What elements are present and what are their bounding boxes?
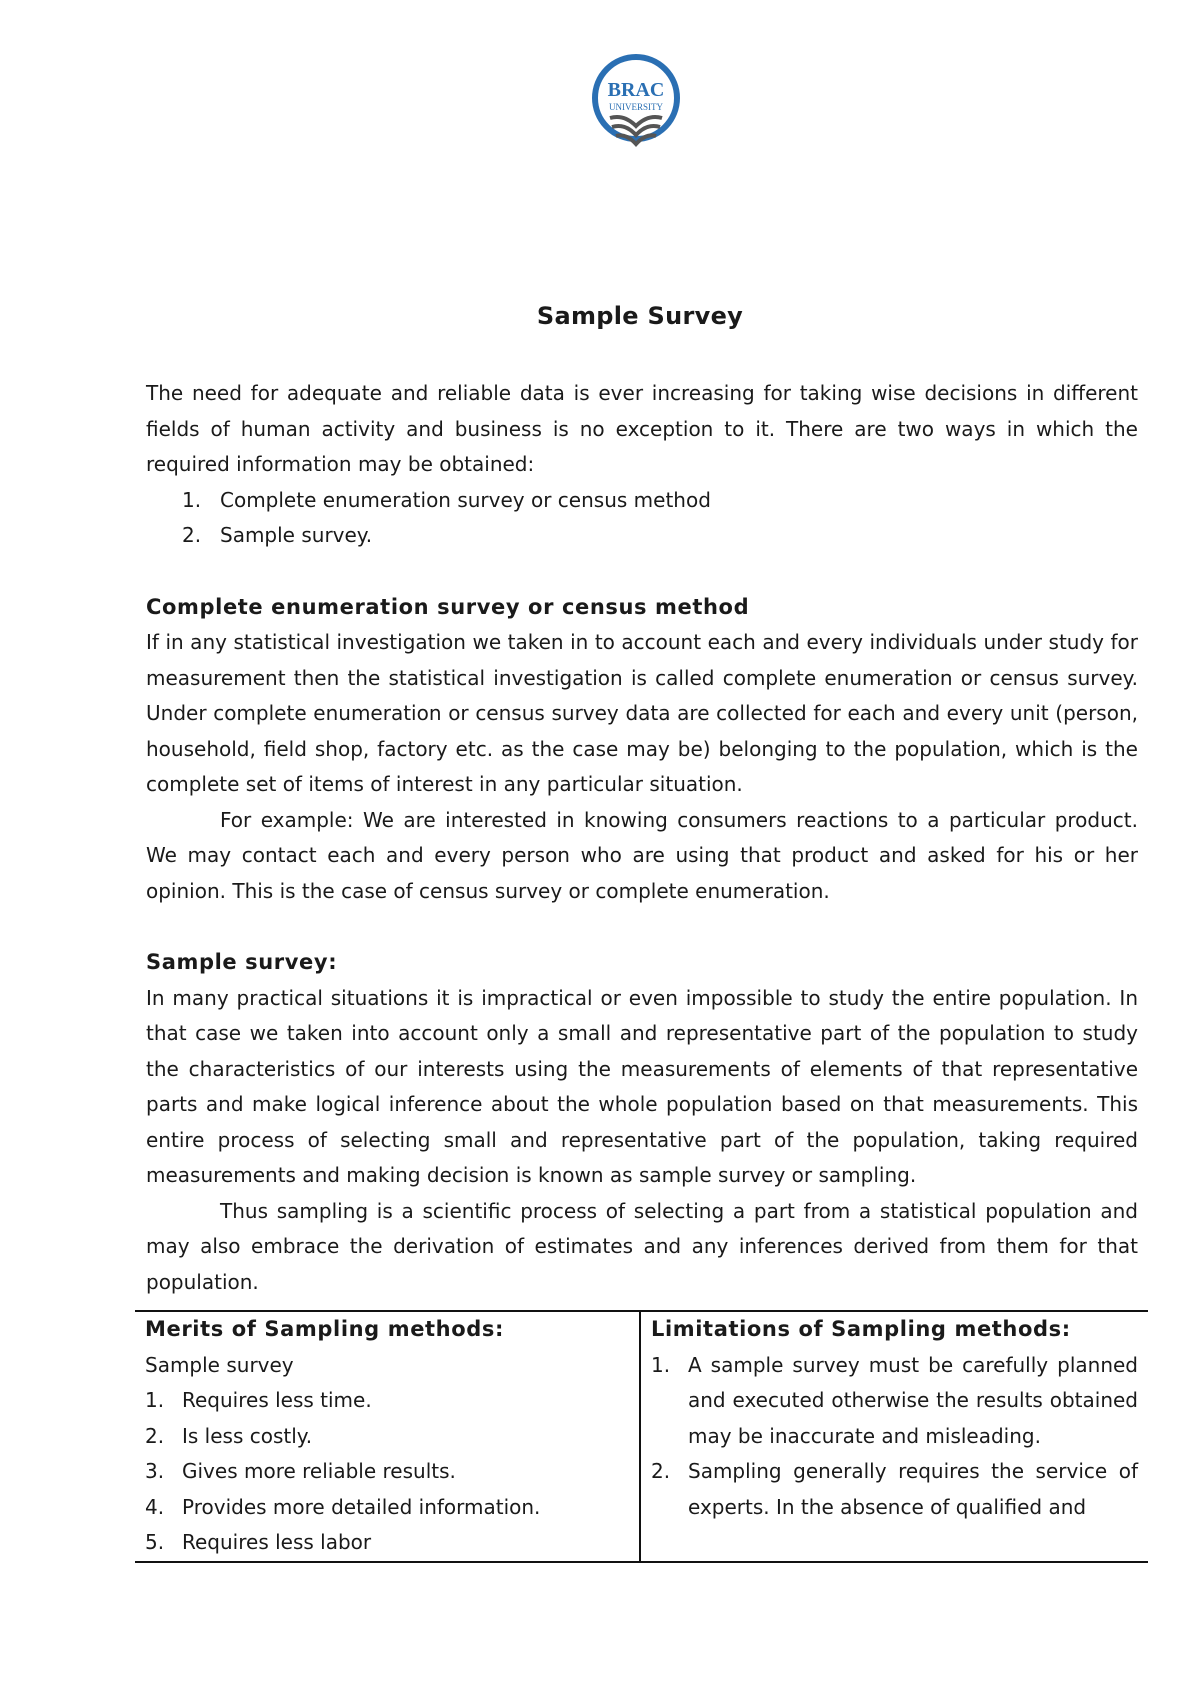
document-body bbox=[146, 376, 1138, 1300]
sampling-definition: Thus sampling is a scientific process of selecting a part from a statistical population and may also embrace the derivation of estimates and any inferences derived from them for that population. bbox=[146, 1198, 1138, 1294]
intro-list bbox=[146, 483, 1138, 554]
sample-heading: Sample survey: bbox=[146, 950, 338, 974]
census-example: For example: We are interested in knowing consumers reactions to a particular product. We may contact each and every person who are using that product and asked for his or her opinion. This is the case of census survey or complete enumeration. bbox=[146, 807, 1138, 903]
brac-university-logo bbox=[588, 54, 684, 154]
list-item: 5. Requires less labor bbox=[145, 1530, 372, 1554]
limitations-column bbox=[640, 1311, 1148, 1562]
logo-bottom-text: UNIVERSITY bbox=[609, 102, 663, 112]
merits-subheading: Sample survey bbox=[145, 1352, 294, 1377]
limitations-heading: Limitations of Sampling methods: bbox=[651, 1317, 1071, 1341]
census-paragraph: If in any statistical investigation we taken in to account each and every individuals under study for measurement then the statistical investigation is called complete enumeration or census survey. Under complete enumeration or census survey data are collected for each and every unit (person, household, field shop, factory etc. as the case may be) belonging to the population, which is the complete set of items of interest in any particular situation. bbox=[146, 630, 1138, 796]
page-title: Sample Survey bbox=[536, 302, 744, 330]
merits-limitations-table bbox=[135, 1310, 1148, 1563]
list-item: 2. Is less costly. bbox=[145, 1423, 313, 1448]
census-heading: Complete enumeration survey or census method bbox=[146, 594, 750, 619]
limitations-list bbox=[651, 1348, 1138, 1526]
list-item: 4. Provides more detailed information. bbox=[145, 1494, 541, 1519]
sample-paragraph: In many practical situations it is impractical or even impossible to study the entire population. In that case we taken into account only a small and representative part of the population to study the characteristics of our interests using the measurements of elements of that representative parts and make logical inference about the whole population based on that measurements. This entire process of selecting small and representative part of the population, taking required measurements and making decision is known as sample survey or sampling. bbox=[146, 985, 1138, 1187]
merits-column bbox=[135, 1311, 640, 1562]
list-item: 1. Complete enumeration survey or census method bbox=[182, 487, 711, 512]
list-item: 3. Gives more reliable results. bbox=[145, 1459, 456, 1483]
logo-top-text: BRAC bbox=[607, 79, 665, 101]
list-item: 1. Requires less time. bbox=[145, 1388, 372, 1412]
intro-paragraph: The need for adequate and reliable data is ever increasing for taking wise decisions in different fields of human activity and business is no exception to it. There are two ways in which the required information may be obtained: bbox=[146, 381, 1138, 476]
merits-heading: Merits of Sampling methods: bbox=[145, 1317, 504, 1341]
list-item: 1. A sample survey must be carefully planned and executed otherwise the results obtained may be inaccurate and misleading. bbox=[651, 1352, 1138, 1448]
list-item: 2. Sample survey. bbox=[182, 523, 373, 547]
merits-list bbox=[145, 1383, 629, 1561]
list-item: 2. Sampling generally requires the service of experts. In the absence of qualified and bbox=[651, 1459, 1138, 1519]
